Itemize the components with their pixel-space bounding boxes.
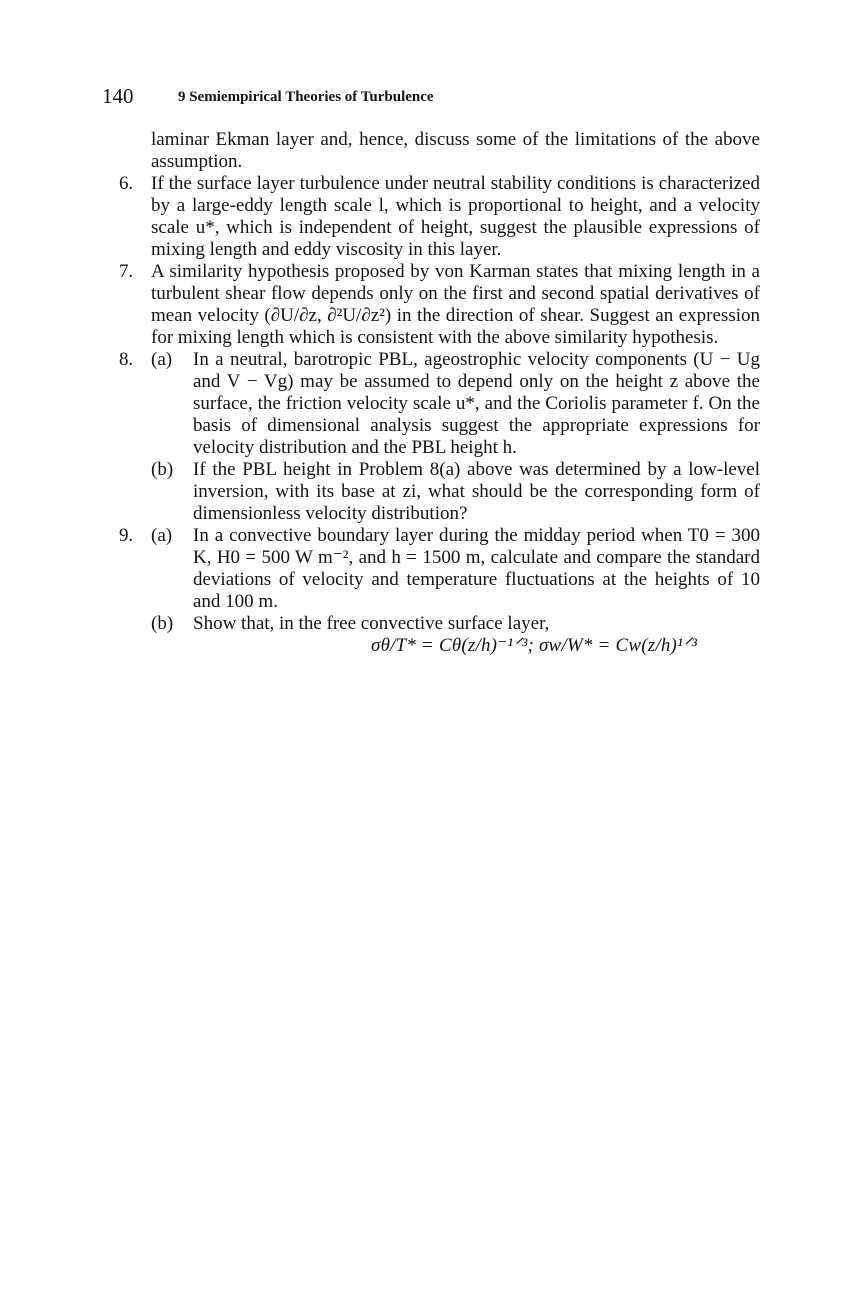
problem-number: 8.	[119, 349, 134, 370]
problem-text: If the surface layer turbulence under neutral stability conditions is characterized by a large-eddy length scale l, which is proportional to height, and a velocity scale u*, which is independent of height, suggest the plausible expressions of mixing length and eddy viscosity in this layer.	[151, 173, 760, 260]
running-head: 9 Semiempirical Theories of Turbulence	[178, 89, 434, 105]
problem-9a	[151, 525, 760, 613]
problem-7	[102, 261, 760, 349]
part-label: (b)	[151, 459, 174, 480]
problem-9	[102, 525, 760, 657]
page-header	[102, 82, 762, 112]
part-label: (a)	[151, 525, 173, 546]
part-label: (b)	[151, 613, 174, 634]
problem-9b	[151, 613, 760, 635]
part-text: Show that, in the free convective surface layer,	[193, 613, 550, 634]
part-text: If the PBL height in Problem 8(a) above was determined by a low-level inversion, with its base at zi, what should be the corresponding form of dimensionless velocity distribution?	[193, 459, 760, 524]
page-number: 140	[102, 84, 134, 108]
problem-6	[102, 173, 760, 261]
page-content	[102, 129, 760, 657]
part-text: In a convective boundary layer during the midday period when T0 = 300 K, H0 = 500 W m⁻², and h = 1500 m, calculate and compare the standard deviations of velocity and temperature fluctuations at the heights of 10 and 100 m.	[193, 525, 760, 612]
problem-number: 9.	[119, 525, 134, 546]
problem-8	[102, 349, 760, 525]
carryover-paragraph: laminar Ekman layer and, hence, discuss some of the limitations of the above assumption.	[151, 129, 760, 172]
problem-8b	[151, 459, 760, 525]
problem-number: 6.	[119, 173, 134, 194]
part-label: (a)	[151, 349, 173, 370]
similarity-equation: σθ/T* = Cθ(z/h)⁻¹ᐟ³; σw/W* = Cw(z/h)¹ᐟ³	[371, 635, 698, 656]
problem-number: 7.	[119, 261, 134, 282]
problem-text: A similarity hypothesis proposed by von Karman states that mixing length in a turbulent shear flow depends only on the first and second spatial derivatives of mean velocity (∂U/∂z, ∂²U/∂z²) in the direction of shear. Suggest an expression for mixing length which is consistent with the above similarity hypothesis.	[151, 261, 760, 348]
problem-8a	[151, 349, 760, 459]
part-text: In a neutral, barotropic PBL, ageostrophic velocity components (U − Ug and V − Vg) may be assumed to depend only on the height z above the surface, the friction velocity scale u*, and the Coriolis parameter f. On the basis of dimensional analysis suggest the appropriate expressions for velocity distribution and the PBL height h.	[193, 349, 760, 458]
